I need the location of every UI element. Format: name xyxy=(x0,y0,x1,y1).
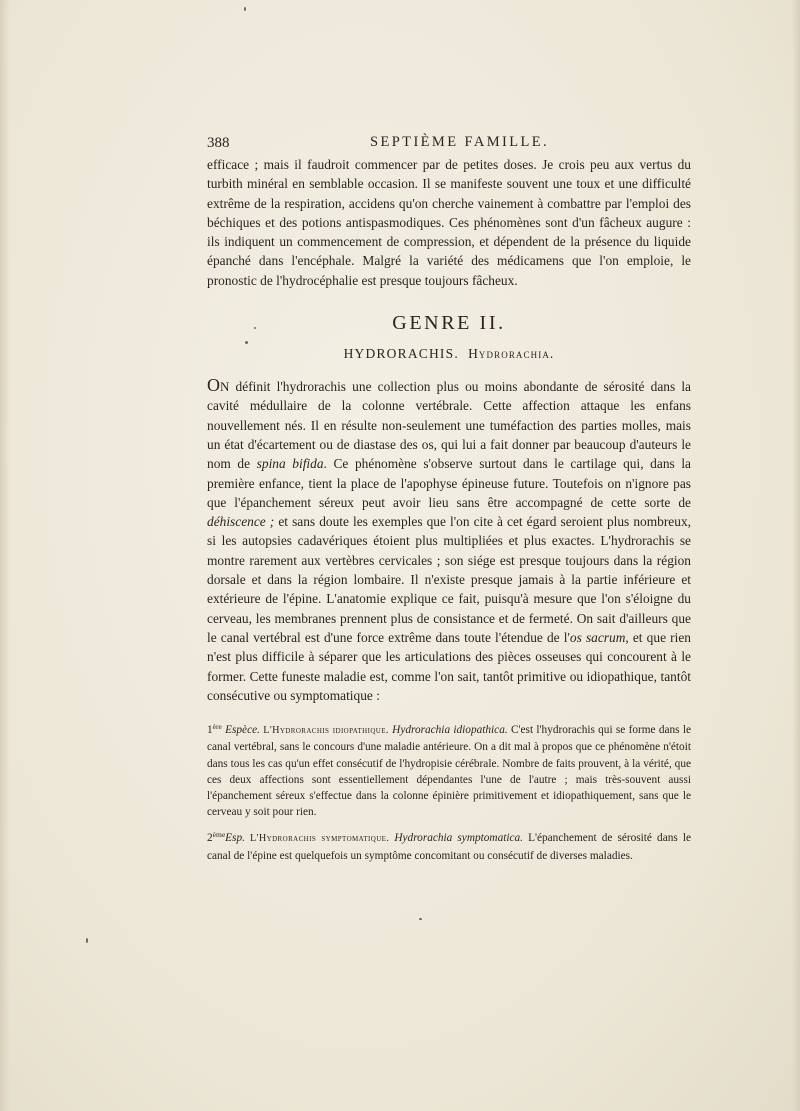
genre-latin-name: Hydrorachia. xyxy=(468,346,555,362)
genre-title: GENRE II. xyxy=(392,312,506,335)
running-title: SEPTIÈME FAMILLE. xyxy=(370,134,550,150)
genre-subtitle xyxy=(207,344,691,364)
genre-name: HYDRORACHIS. xyxy=(343,346,459,362)
ink-speck xyxy=(244,7,246,11)
species-name: L'Hydrorachis idiopathique. xyxy=(263,725,389,737)
species-number: 2 xyxy=(207,832,213,845)
ink-speck xyxy=(86,938,88,943)
species-label: Esp. xyxy=(225,832,245,845)
page-edge xyxy=(792,0,800,1111)
species-name: L'Hydrorachis symptomatique. xyxy=(250,833,390,845)
dropcap: On xyxy=(207,375,230,396)
text-block xyxy=(207,132,691,864)
intro-text-2: . Ce phénomène s'observe surtout dans le cartilage qui, dans la première enfance, tient la place de l'apophyse épineuse future. Toutefois on n'ignore pas que l'épanchement séreux peut avoir lieu sans être accompagné de cette sorte de xyxy=(207,456,691,510)
ink-speck xyxy=(419,918,422,920)
intro-text-4: , et que rien n'est plus difficile à séparer que les articulations des pièces osseuses qui concourent à le former. Cette funeste maladie est, comme l'on sait, tantôt primitive ou idiopathique, tantôt consécutive ou symptomatique : xyxy=(207,629,691,703)
species-entry-1 xyxy=(207,719,691,820)
running-head xyxy=(207,132,691,154)
species-text: L'épanchement de sérosité dans le canal de l'épine est quelquefois un symptôme concomitant ou consécutif de diverses maladies. xyxy=(207,832,691,862)
intro-paragraph xyxy=(207,376,691,705)
intro-italic-3: os sacrum xyxy=(569,629,626,645)
intro-italic-2: déhiscence ; xyxy=(207,514,275,530)
species-latin: Hydrorachia symptomatica. xyxy=(394,832,523,845)
intro-italic-1: spina bifida xyxy=(256,456,324,472)
page-number: 388 xyxy=(207,135,230,151)
species-ordinal: ère xyxy=(212,722,222,732)
species-entry-2 xyxy=(207,827,691,863)
intro-text-1: définit l'hydrorachis une collection plus ou moins abondante de sérosité dans la cavité médullaire de la colonne vertébrale. Cette affection attaque les enfans nouvellement nés. Il en résulte non-seulement une tuméfaction des parties molles, mais un état d'écartement ou de diastase des os, qui lui a fait donner par beaucoup d'auteurs le nom de xyxy=(207,379,691,472)
intro-text-3: et sans doute les exemples que l'on cite à cet égard seroient plus nombreux, si les autopsies cadavériques étoient plus multipliées et plus exactes. L'hydrorachis se montre rarement aux vertèbres cervicales ; son siége est presque toujours dans la région dorsale et dans la région lombaire. Il n'existe presque jamais à la partie inférieure et extérieure de l'épine. L'anatomie explique ce fait, puisqu'à mesure que l'on s'éloigne du cerveau, les membranes prennent plus de consistance et de fermeté. On sait d'ailleurs que le canal vertébral est d'une force extrême dans toute l'étendue de l' xyxy=(207,514,691,645)
species-text: C'est l'hydrorachis qui se forme dans le canal vertébral, sans le concours d'une maladie antérieure. On a dit mal à propos que ce phénomène n'étoit dans tous les cas qu'un effet consécutif de l'hydropisie cérébrale. Nombre de faits prouvent, à la vérité, que ces deux affections sont essentiellement dépendantes l'une de l'autre ; mais très-souvent aussi l'épanchement séreux s'effectue dans la colonne épinière primitivement et idiopathiquement, sans que le cerveau y soit pour rien. xyxy=(207,724,691,819)
continuation-paragraph: efficace ; mais il faudroit commencer par de petites doses. Je crois peu aux vertus du turbith minéral en semblable occasion. Il se manifeste souvent une toux et une difficulté extrême de la respiration, accidens qu'on cherche vainement à combattre par l'emploi des béchiques et des potions antispasmodiques. Ces phénomènes sont d'un fâcheux augure : ils indiquent un commencement de compression, et dépendent de la présence du liquide épanché dans l'encéphale. Malgré la variété des médicamens que l'on emploie, le pronostic de l'hydrocéphalie est presque toujours fâcheux. xyxy=(207,157,691,288)
species-label: Espèce. xyxy=(225,724,260,737)
spine-shadow xyxy=(0,0,10,1111)
species-latin: Hydrorachia idiopathica. xyxy=(392,724,508,737)
species-number: 1 xyxy=(207,724,213,737)
species-ordinal: ème xyxy=(212,830,226,840)
